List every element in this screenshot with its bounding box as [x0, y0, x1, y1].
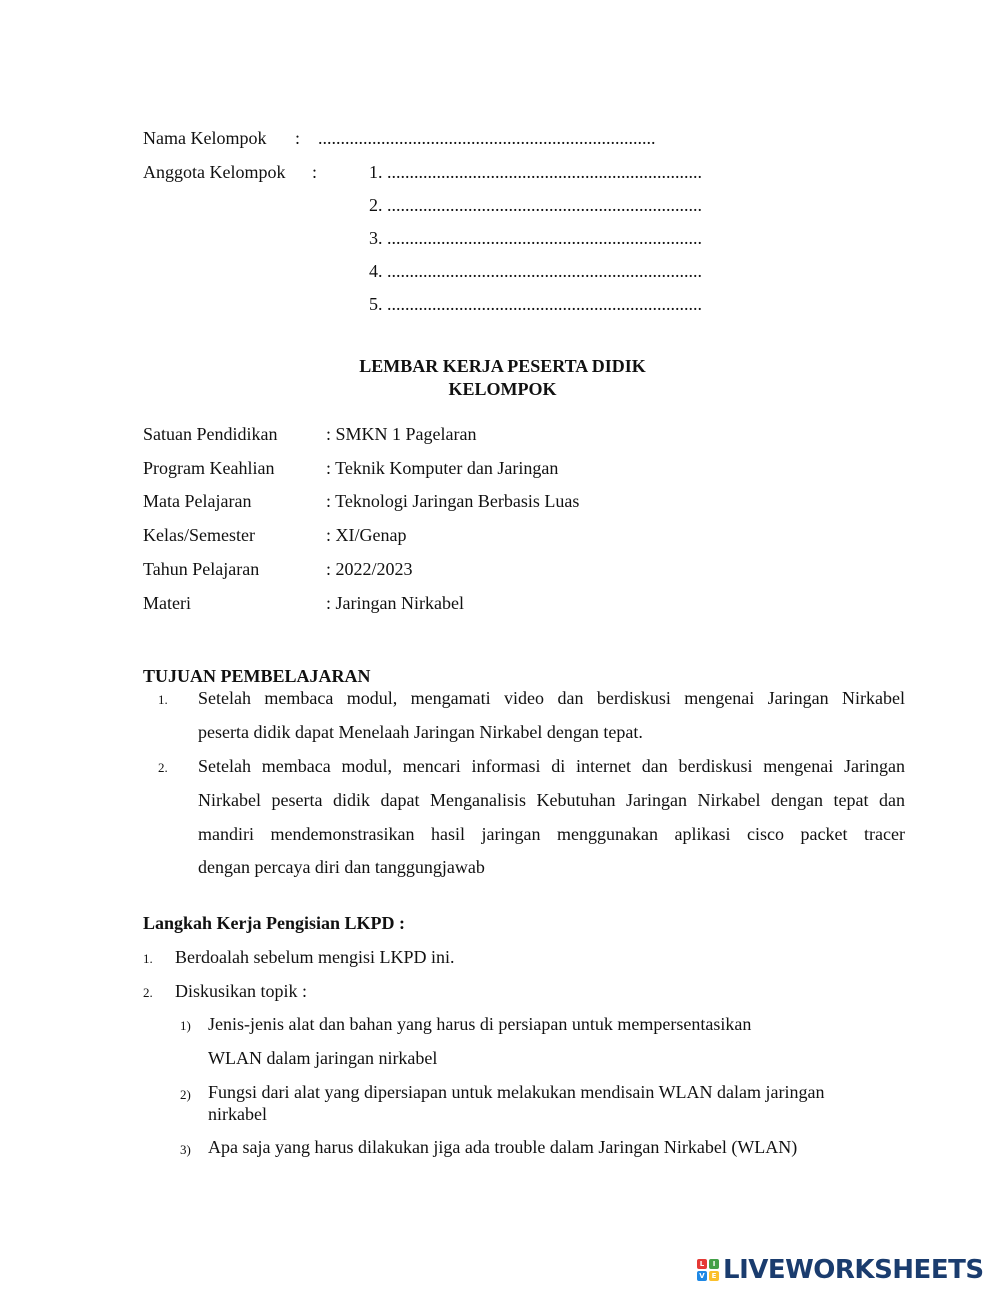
member-field-5[interactable]: 5. ......................................................................	[369, 294, 702, 314]
info-label-program: Program Keahlian	[143, 458, 275, 478]
substep-3-line-1: Apa saja yang harus dilakukan jiga ada trouble dalam Jaringan Nirkabel (WLAN)	[208, 1137, 798, 1157]
page-title-line1: LEMBAR KERJA PESERTA DIDIK	[359, 356, 646, 376]
info-value-school: : SMKN 1 Pagelaran	[326, 424, 477, 444]
info-value-class: : XI/Genap	[326, 525, 407, 545]
member-field-2[interactable]: 2. ......................................................................	[369, 195, 702, 215]
logo-square-e: E	[709, 1271, 719, 1281]
liveworksheets-logo	[697, 1253, 984, 1287]
logo-square-i: I	[709, 1259, 719, 1269]
logo-square-l: L	[697, 1259, 707, 1269]
substep-2-line-1: Fungsi dari alat yang dipersiapan untuk melakukan mendisain WLAN dalam jaringan	[208, 1082, 825, 1102]
substep-2-line-2: nirkabel	[208, 1104, 267, 1124]
substep-number-3: 3)	[180, 1142, 191, 1157]
substep-1-line-1: Jenis-jenis alat dan bahan yang harus di persiapan untuk mempersentasikan	[208, 1014, 752, 1034]
steps-heading: Langkah Kerja Pengisian LKPD :	[143, 913, 406, 933]
objective-2-line-2: Nirkabel peserta didik dapat Menganalisis Kebutuhan Jaringan Nirkabel dengan tepat dan	[198, 790, 905, 810]
liveworksheets-logo-icon	[697, 1259, 719, 1281]
member-field-4[interactable]: 4. ......................................................................	[369, 261, 702, 281]
group-name-label: Nama Kelompok	[143, 128, 267, 148]
info-value-year: : 2022/2023	[326, 559, 413, 579]
objective-number-1: 1.	[158, 692, 168, 707]
info-value-material: : Jaringan Nirkabel	[326, 593, 464, 613]
info-value-program: : Teknik Komputer dan Jaringan	[326, 458, 559, 478]
step-number-2: 2.	[143, 985, 153, 1000]
members-label: Anggota Kelompok	[143, 162, 286, 182]
info-label-class: Kelas/Semester	[143, 525, 255, 545]
info-label-subject: Mata Pelajaran	[143, 491, 252, 511]
objective-number-2: 2.	[158, 760, 168, 775]
objective-2-line-3: mandiri mendemonstrasikan hasil jaringan menggunakan aplikasi cisco packet tracer	[198, 824, 905, 844]
group-name-field[interactable]: ...........................................................................	[318, 128, 656, 148]
info-label-material: Materi	[143, 593, 191, 613]
step-number-1: 1.	[143, 951, 153, 966]
members-colon: :	[312, 162, 318, 182]
substep-number-1: 1)	[180, 1018, 191, 1033]
member-field-3[interactable]: 3. ......................................................................	[369, 228, 702, 248]
group-name-colon: :	[295, 128, 301, 148]
objective-1-line-2: peserta didik dapat Menelaah Jaringan Nirkabel dengan tepat.	[198, 722, 643, 742]
member-field-1[interactable]: 1. ......................................................................	[369, 162, 702, 182]
info-label-school: Satuan Pendidikan	[143, 424, 278, 444]
objectives-heading: TUJUAN PEMBELAJARAN	[143, 666, 371, 686]
substep-1-line-2: WLAN dalam jaringan nirkabel	[208, 1048, 438, 1068]
logo-square-v: V	[697, 1271, 707, 1281]
step-2-text: Diskusikan topik :	[175, 981, 308, 1001]
objective-2-line-4: dengan percaya diri dan tanggungjawab	[198, 857, 485, 877]
liveworksheets-logo-text: LIVEWORKSHEETS	[723, 1255, 984, 1285]
step-1-text: Berdoalah sebelum mengisi LKPD ini.	[175, 947, 455, 967]
substep-number-2: 2)	[180, 1087, 191, 1102]
objective-1-line-1: Setelah membaca modul, mengamati video dan berdiskusi mengenai Jaringan Nirkabel	[198, 688, 905, 708]
info-value-subject: : Teknologi Jaringan Berbasis Luas	[326, 491, 580, 511]
info-label-year: Tahun Pelajaran	[143, 559, 260, 579]
objective-2-line-1: Setelah membaca modul, mencari informasi di internet dan berdiskusi mengenai Jaringan	[198, 756, 905, 776]
page-title-line2: KELOMPOK	[448, 379, 557, 399]
